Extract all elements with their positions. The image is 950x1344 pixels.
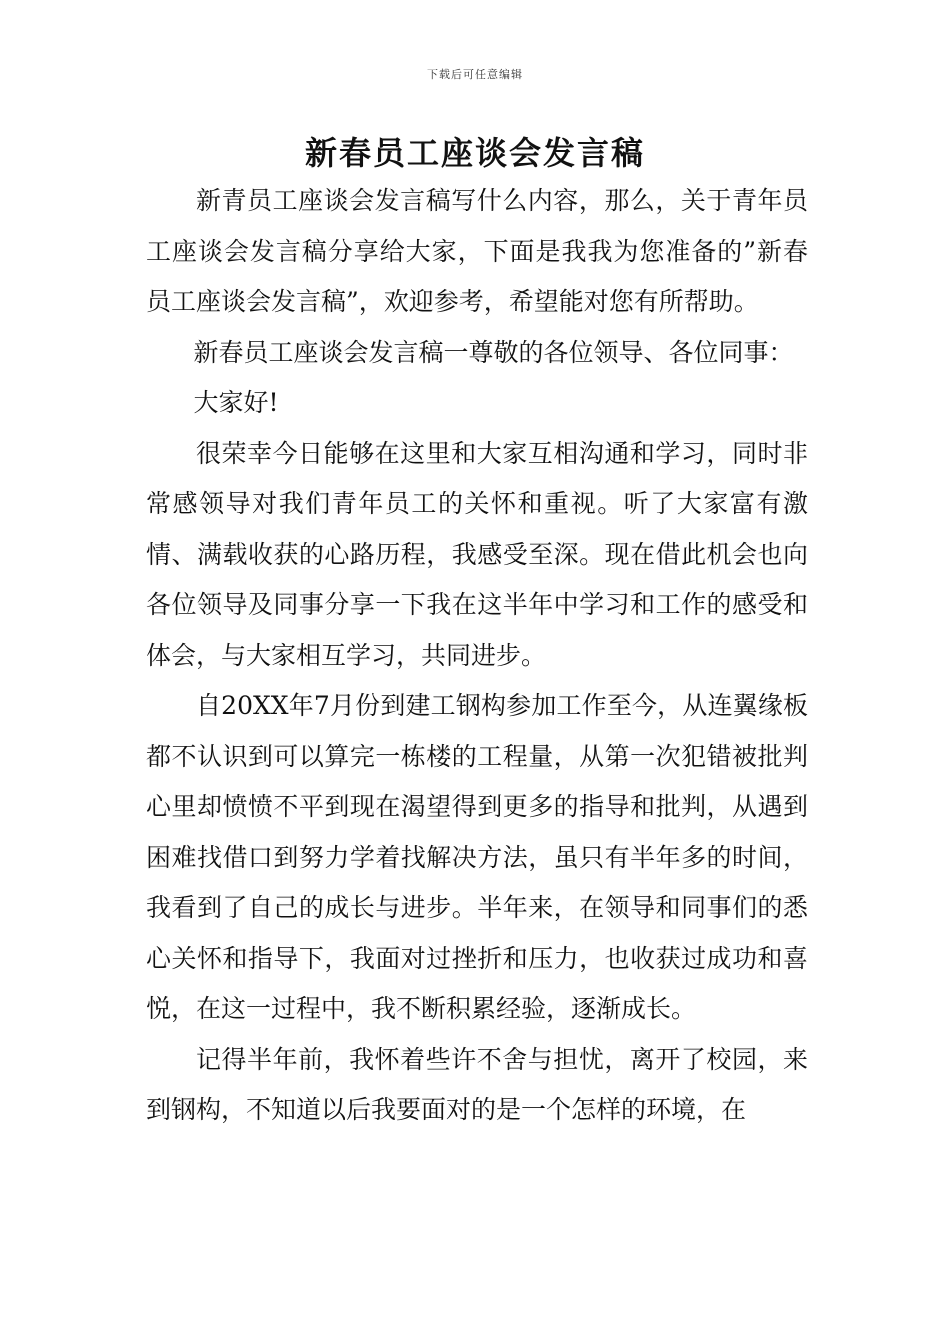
header-note: 下载后可任意编辑 [427, 68, 523, 81]
paragraph-intro: 新青员工座谈会发言稿写什么内容，那么，关于青年员工座谈会发言稿分享给大家，下面是我我为您准备的”新春员工座谈会发言稿”，欢迎参考，希望能对您有所帮助。 [146, 186, 808, 316]
document-body [146, 176, 808, 1136]
paragraph-thanks: 很荣幸今日能够在这里和大家互相沟通和学习，同时非常感领导对我们青年员工的关怀和重视。听了大家富有激情、满载收获的心路历程，我感受至深。现在借此机会也向各位领导及同事分享一下我在这半年中学习和工作的感受和体会，与大家相互学习，共同进步。 [146, 438, 808, 670]
paragraph-salutation: 新春员工座谈会发言稿一尊敬的各位领导、各位同事： [193, 337, 794, 367]
paragraph-experience: 自20XX年7月份到建工钢构参加工作至今，从连翼缘板都不认识到可以算完一栋楼的工程量，从第一次犯错被批判心里却愤愤不平到现在渴望得到更多的指导和批判，从遇到困难找借口到努力学着找解决方法，虽只有半年多的时间，我看到了自己的成长与进步。半年来，在领导和同事们的悉心关怀和指导下，我面对过挫折和压力，也收获过成功和喜悦，在这一过程中，我不断积累经验，逐渐成长。 [146, 691, 808, 1023]
paragraph-memory: 记得半年前，我怀着些许不舍与担忧，离开了校园，来到钢构，不知道以后我要面对的是一个怎样的环境，在 [146, 1044, 808, 1124]
paragraph-greeting: 大家好! [193, 388, 279, 417]
document-title: 新春员工座谈会发言稿 [304, 134, 645, 172]
